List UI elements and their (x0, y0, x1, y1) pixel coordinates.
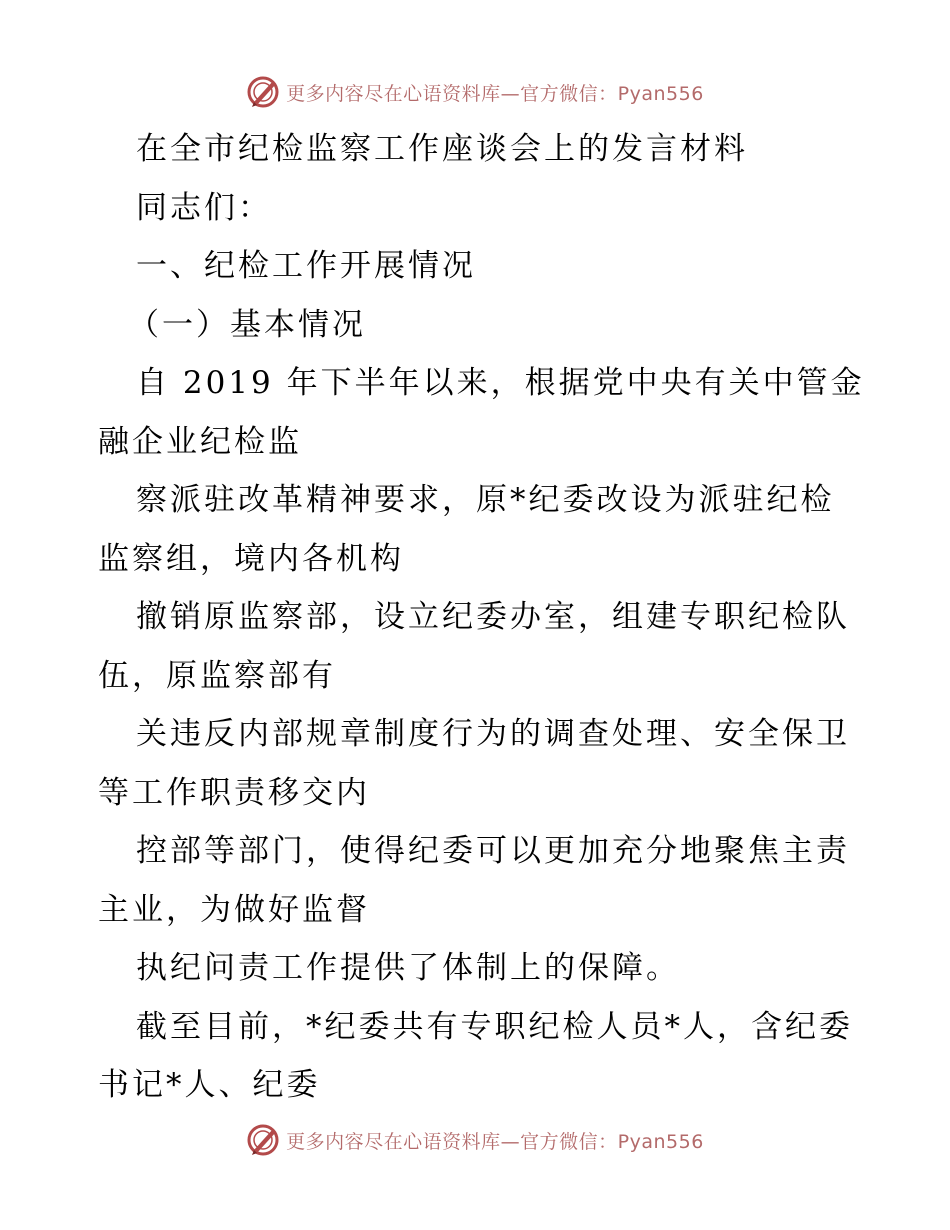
paragraph-line: 监察组，境内各机构 (98, 540, 404, 577)
paragraph-line: 融企业纪检监 (98, 423, 302, 460)
paragraph-line: 控部等部门，使得纪委可以更加充分地聚焦主责 (136, 833, 850, 869)
paragraph-line: 自 2019 年下半年以来，根据党中央有关中管金 (136, 365, 865, 401)
section-heading: 一、纪检工作开展情况 (136, 248, 476, 284)
paragraph-line: 撤销原监察部，设立纪委办室，组建专职纪检队 (136, 599, 850, 635)
header-banner (0, 72, 950, 112)
paragraph-line: 伍，原监察部有 (98, 657, 336, 694)
header-banner-text: 更多内容尽在心语资料库—官方微信：Pyan556 (286, 82, 704, 105)
salutation: 同志们： (136, 189, 272, 226)
document-title: 在全市纪检监察工作座谈会上的发言材料 (136, 131, 748, 167)
paragraph-line: 截至目前，*纪委共有专职纪检人员*人，含纪委 (136, 1008, 853, 1045)
paragraph-line: 察派驻改革精神要求，原*纪委改设为派驻纪检 (136, 482, 835, 518)
paragraph-line: 主业，为做好监督 (98, 891, 370, 928)
paragraph-line: 等工作职责移交内 (98, 774, 370, 811)
paragraph-line: 关违反内部规章制度行为的调查处理、安全保卫 (136, 716, 850, 752)
footer-banner (0, 1120, 950, 1160)
pen-on-circle-logo-icon (246, 1123, 280, 1157)
subsection-heading: （一）基本情况 (128, 306, 366, 343)
paragraph-line: 执纪问责工作提供了体制上的保障。 (136, 950, 680, 986)
document-body (98, 120, 865, 1115)
footer-banner-text: 更多内容尽在心语资料库—官方微信：Pyan556 (286, 1130, 704, 1153)
paragraph-line: 书记*人、纪委 (98, 1067, 321, 1103)
pen-on-circle-logo-icon (246, 75, 280, 109)
